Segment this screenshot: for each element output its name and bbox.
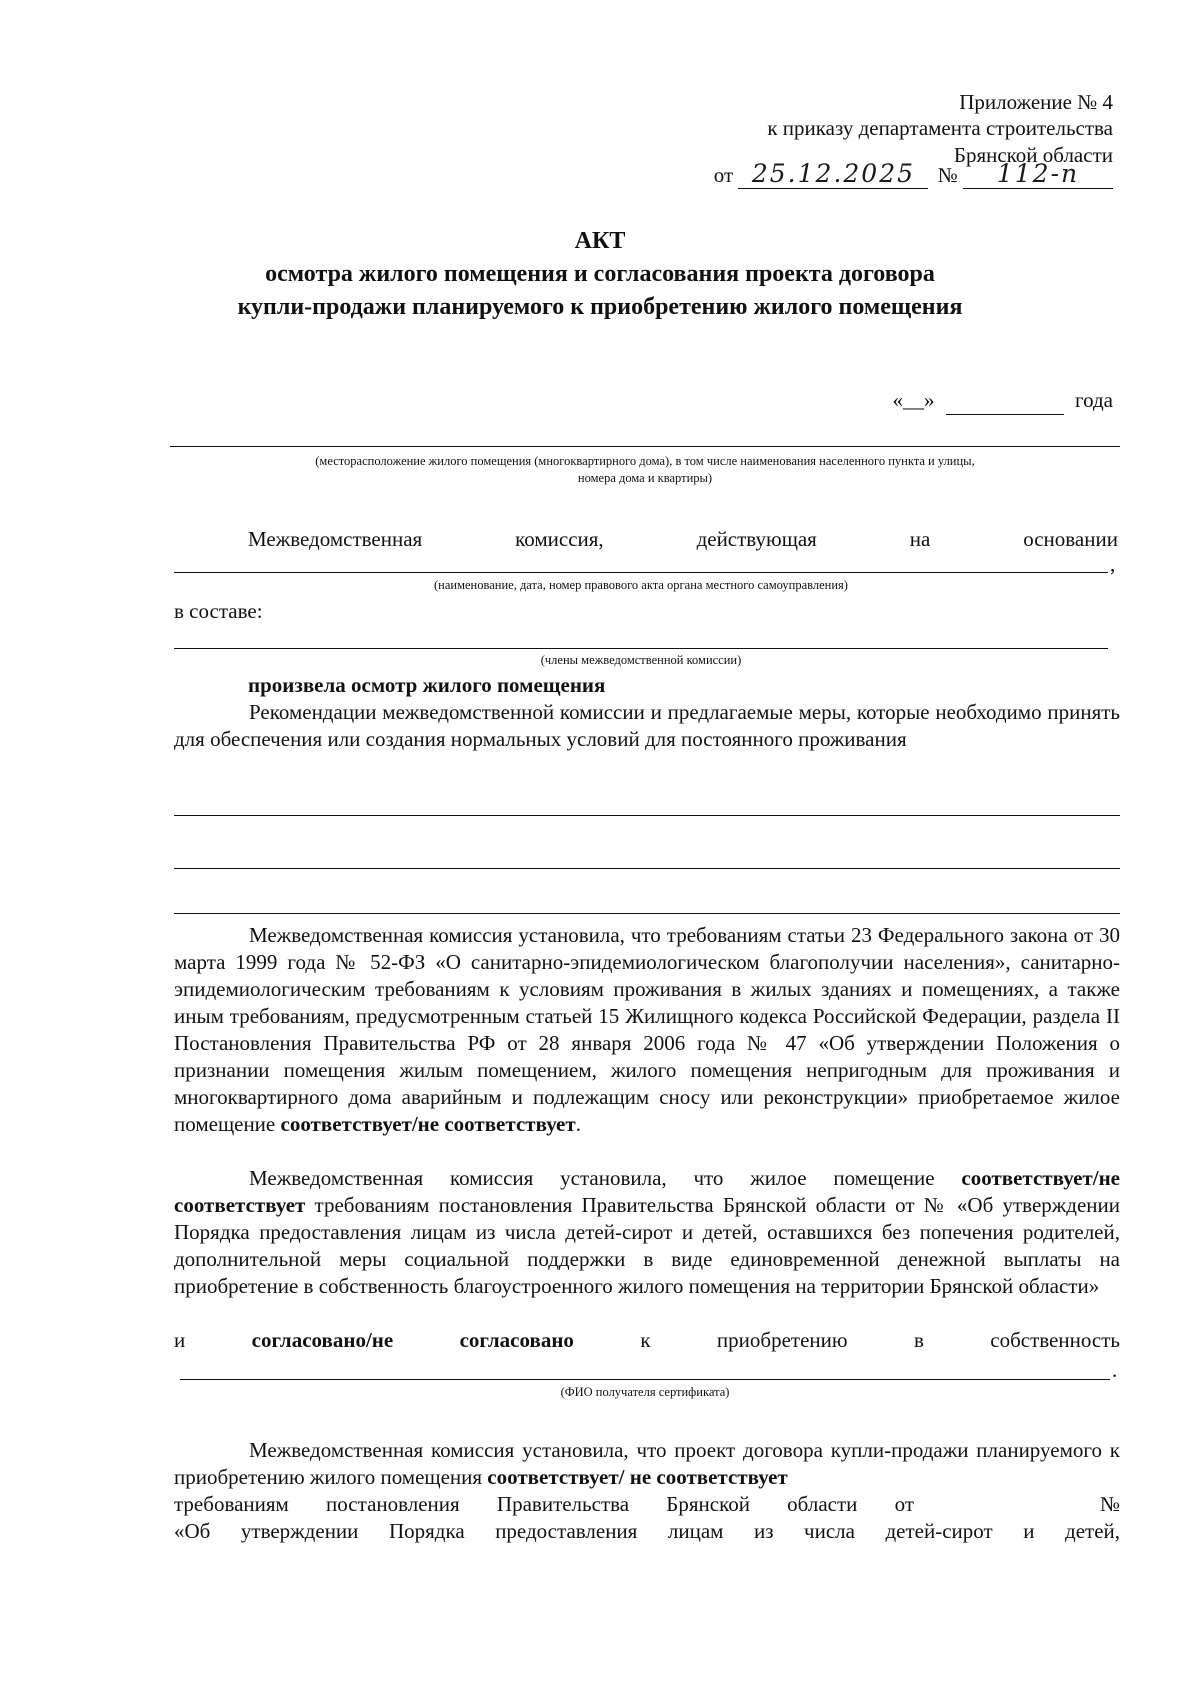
word-on: на — [909, 527, 931, 551]
word-to: к — [640, 1328, 651, 1352]
document-subtitle-1: осмотра жилого помещения и согласования проекта договора — [265, 261, 935, 287]
composition-label: в составе: — [174, 599, 263, 623]
number-sign: № — [1099, 1492, 1120, 1516]
compliance-choice-3: соответствует/ не соответствует — [487, 1465, 788, 1489]
word-basis: основании — [1023, 527, 1118, 551]
regional-compliance-paragraph — [174, 1165, 1120, 1300]
location-caption-2: номера дома и квартиры) — [577, 471, 713, 485]
inspection-statement: произвела осмотр жилого помещения — [248, 673, 606, 697]
recommendation-line-2 — [174, 868, 1120, 869]
members-caption: (члены межведомственной комиссии) — [540, 653, 742, 667]
order-date-number — [714, 160, 1113, 189]
from-label: от — [713, 163, 734, 187]
recommendation-line-3 — [174, 913, 1120, 914]
document-subtitle-2: купли-продажи планируемого к приобретению жилого помещения — [237, 294, 963, 320]
location-line — [170, 446, 1120, 447]
order-number: 112-п — [963, 160, 1113, 189]
period: . — [575, 1112, 581, 1136]
order-reference: к приказу департамента строительства — [767, 116, 1113, 140]
agreed-choice-1: согласовано/не — [251, 1328, 394, 1352]
day-placeholder: «__» — [892, 388, 935, 412]
compliance-choice-2: соответствует/не соответствует — [174, 1166, 1120, 1217]
act-date-line — [893, 386, 1114, 415]
regional-text-middle: требованиям постановления Правительства Брянской области от № «Об утверждении Порядка предоставления лицам из числа детей-сирот и детей, оставшихся без попечения родителей, дополнительной меры социальной поддержки в виде единовременной денежной выплаты на приобретение в собственность благоустроенного жилого помещения на территории Брянской области» — [174, 1193, 1120, 1298]
contract-resolution-words: требованиям постановления Правительства Брянской области от — [174, 1492, 914, 1516]
recommendations-paragraph: Рекомендации межведомственной комиссии и предлагаемые меры, которые необходимо принять для обеспечения или создания нормальных условий для постоянного проживания — [174, 700, 1120, 751]
word-interdepartmental: Межведомственная — [248, 527, 423, 551]
word-acquisition: приобретению — [716, 1328, 848, 1352]
legal-act-caption: (наименование, дата, номер правового акта органа местного самоуправления) — [434, 578, 848, 592]
recipient-period: . — [1112, 1358, 1118, 1382]
contract-resolution-line — [174, 1491, 1120, 1518]
recipient-caption: (ФИО получателя сертификата) — [560, 1385, 730, 1399]
members-line — [174, 648, 1108, 649]
recipient-line — [180, 1379, 1110, 1380]
contract-order-line: «Об утверждении Порядка предоставления лицам из числа детей-сирот и детей, — [174, 1519, 1120, 1543]
legal-act-line — [174, 572, 1108, 573]
appendix-label: Приложение № 4 — [959, 90, 1113, 114]
contract-compliance-paragraph — [174, 1437, 1120, 1491]
sanitary-compliance-paragraph — [174, 922, 1120, 1138]
word-acting: действующая — [696, 527, 817, 551]
number-label: № — [937, 163, 958, 187]
contract-text-start: Межведомственная комиссия установила, что проект договора купли-продажи планируемого к приобретению жилого помещения — [174, 1438, 1120, 1489]
region-name: Брянской области — [953, 143, 1113, 167]
regional-text-start: Межведомственная комиссия установила, что жилое помещение — [249, 1166, 962, 1190]
year-label: года — [1075, 388, 1113, 412]
document-title: АКТ — [574, 228, 626, 254]
recommendation-line-1 — [174, 815, 1120, 816]
sanitary-text: Межведомственная комиссия установила, что требованиям статьи 23 Федерального закона от 30 марта 1999 года № 52-ФЗ «О санитарно-эпидемиологическом благополучии населения», санитарно-эпидемиологическим требованиям к условиям проживания в жилых зданиях и помещениях, а также иным требованиям, предусмотренным статьей 15 Жилищного кодекса Российской Федерации, раздела II Постановления Правительства РФ от 28 января 2006 года № 47 «Об утверждении Положения о признании помещения жилым помещением, жилого помещения непригодным для проживания и многоквартирного дома аварийным и подлежащим сносу или реконструкции» приобретаемое жилое помещение — [174, 923, 1120, 1136]
word-ownership: собственность — [990, 1328, 1120, 1352]
location-caption-1: (месторасположение жилого помещения (многоквартирного дома), в том числе наименования населенного пункта и улицы, — [315, 454, 975, 468]
compliance-choice-1: соответствует/не соответствует — [280, 1112, 576, 1136]
commission-basis-line — [248, 526, 1118, 553]
word-commission: комиссия, — [515, 527, 604, 551]
word-and: и — [174, 1328, 186, 1352]
contract-resolution-text — [174, 1491, 914, 1518]
legal-act-comma: , — [1110, 552, 1116, 576]
month-blank — [946, 386, 1064, 415]
word-in: в — [913, 1328, 924, 1352]
agreed-choice-2: согласовано — [459, 1328, 574, 1352]
agreement-line — [174, 1327, 1120, 1354]
order-date: 25.12.2025 — [738, 160, 928, 189]
